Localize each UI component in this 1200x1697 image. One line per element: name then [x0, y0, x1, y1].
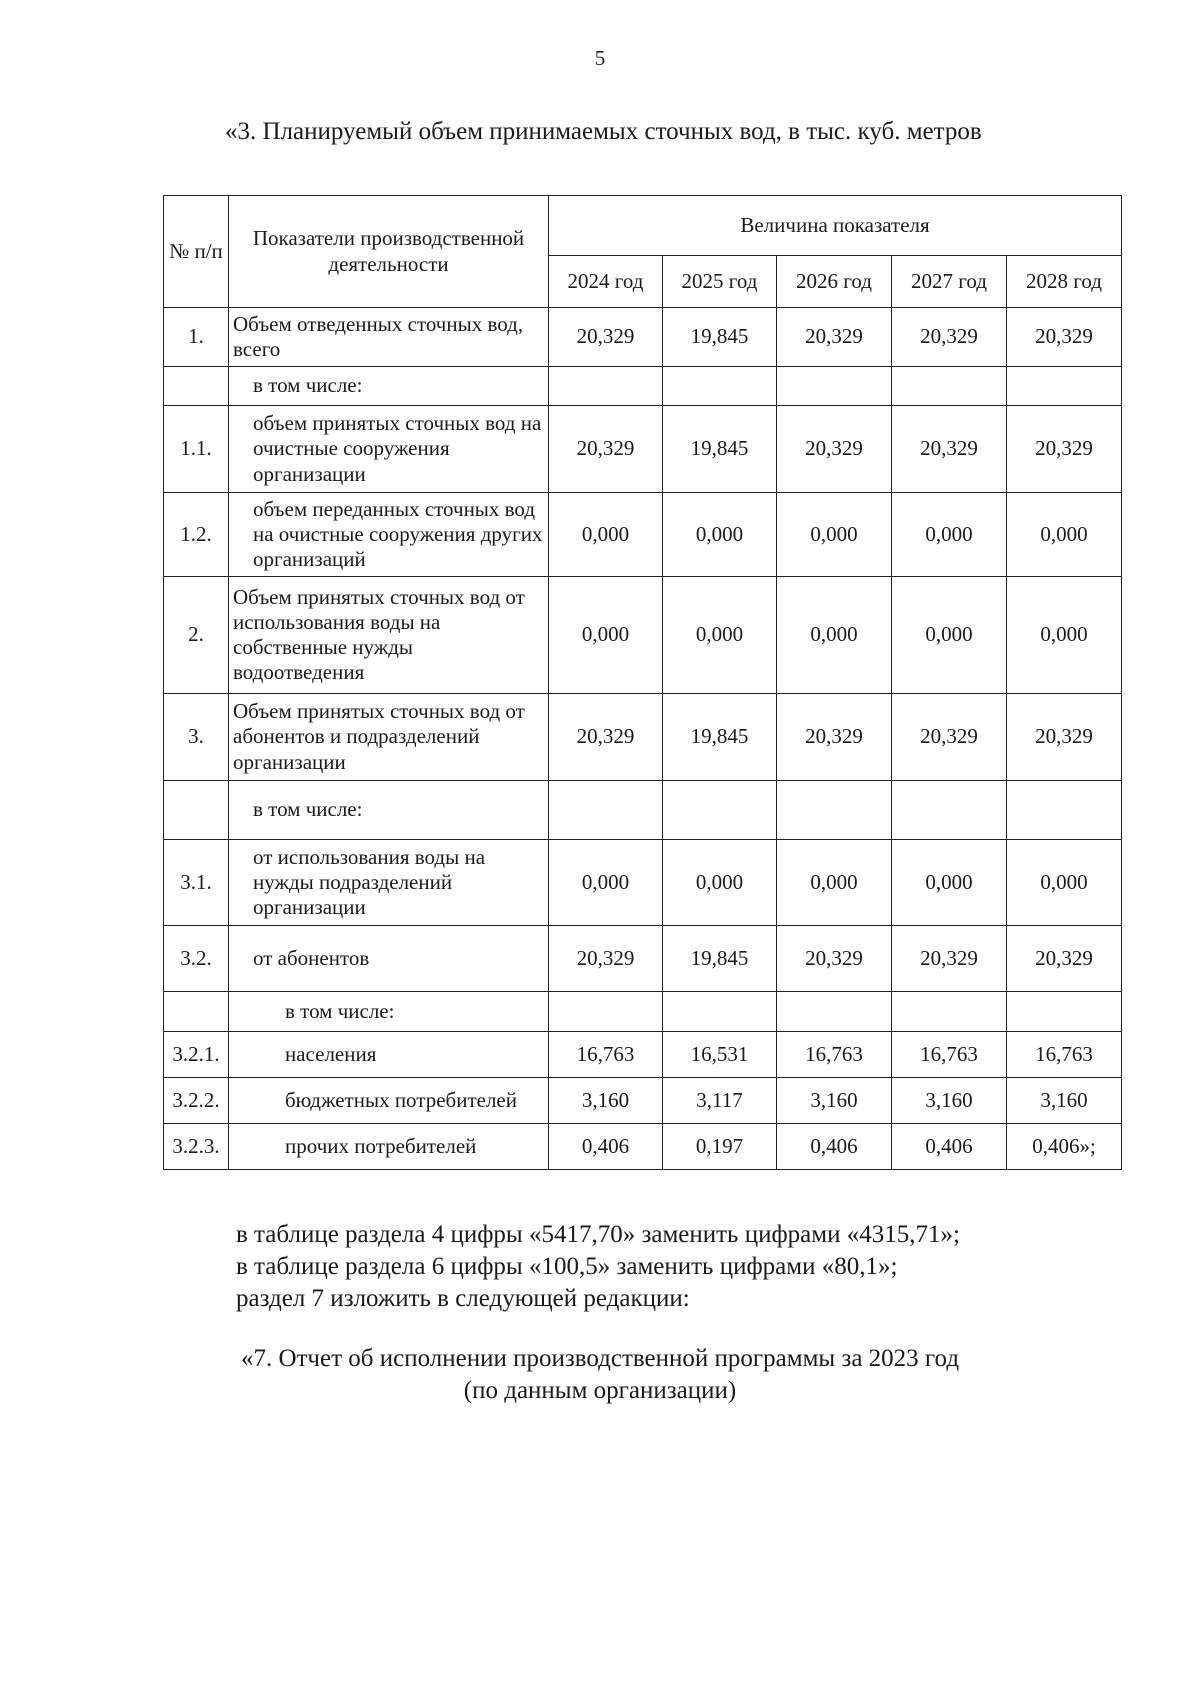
- row-num: [164, 781, 229, 840]
- row-num: 2.: [164, 577, 229, 694]
- row-value: [663, 781, 777, 840]
- header-year: 2025 год: [663, 256, 777, 308]
- row-value: 3,117: [663, 1078, 777, 1124]
- row-num: 1.1.: [164, 406, 229, 493]
- row-value: 0,406»;: [1007, 1124, 1122, 1170]
- row-name: в том числе:: [229, 367, 549, 406]
- row-num: 3.2.3.: [164, 1124, 229, 1170]
- table-row: [164, 367, 1122, 406]
- row-value: 0,406: [892, 1124, 1007, 1170]
- row-num: 1.: [164, 308, 229, 367]
- row-value: 0,000: [549, 840, 663, 926]
- row-value: 20,329: [892, 926, 1007, 992]
- row-value: 20,329: [777, 694, 892, 781]
- row-num: 3.2.1.: [164, 1032, 229, 1078]
- amendment-text: [236, 1219, 960, 1315]
- row-value: [777, 367, 892, 406]
- section-7-title: [0, 1343, 1200, 1407]
- row-value: 0,197: [663, 1124, 777, 1170]
- row-name: от абонентов: [229, 926, 549, 992]
- row-value: 19,845: [663, 406, 777, 493]
- row-value: 20,329: [549, 308, 663, 367]
- row-value: 20,329: [777, 406, 892, 493]
- row-value: 3,160: [777, 1078, 892, 1124]
- row-value: [892, 992, 1007, 1032]
- row-value: 0,000: [892, 493, 1007, 577]
- row-value: 20,329: [1007, 926, 1122, 992]
- row-value: 20,329: [777, 308, 892, 367]
- row-value: [663, 992, 777, 1032]
- row-value: 20,329: [777, 926, 892, 992]
- table-row: [164, 694, 1122, 781]
- row-value: 16,763: [777, 1032, 892, 1078]
- row-value: [549, 367, 663, 406]
- row-value: 0,000: [777, 577, 892, 694]
- row-value: [1007, 781, 1122, 840]
- row-value: 20,329: [1007, 694, 1122, 781]
- row-name: от использования воды на нужды подразделений организации: [229, 840, 549, 926]
- header-num: № п/п: [164, 196, 229, 308]
- row-value: 20,329: [549, 926, 663, 992]
- row-value: 0,000: [777, 493, 892, 577]
- row-name: Объем принятых сточных вод от абонентов и подразделений организации: [229, 694, 549, 781]
- table-row: [164, 577, 1122, 694]
- amendment-line: в таблице раздела 4 цифры «5417,70» заменить цифрами «4315,71»;: [236, 1221, 960, 1248]
- section-3-title: «3. Планируемый объем принимаемых сточных вод, в тыс. куб. метров: [225, 118, 982, 145]
- row-value: 0,406: [777, 1124, 892, 1170]
- row-value: 20,329: [892, 308, 1007, 367]
- row-value: 0,406: [549, 1124, 663, 1170]
- row-value: 16,531: [663, 1032, 777, 1078]
- row-value: 0,000: [549, 493, 663, 577]
- table-row: [164, 1124, 1122, 1170]
- table-row: [164, 1032, 1122, 1078]
- row-num: 3.2.2.: [164, 1078, 229, 1124]
- row-num: 3.1.: [164, 840, 229, 926]
- table-row: [164, 406, 1122, 493]
- row-value: 20,329: [549, 694, 663, 781]
- row-value: 0,000: [663, 493, 777, 577]
- row-num: [164, 992, 229, 1032]
- row-value: 20,329: [892, 406, 1007, 493]
- row-value: [777, 781, 892, 840]
- amendment-line: в таблице раздела 6 цифры «100,5» заменить цифрами «80,1»;: [236, 1253, 898, 1280]
- row-name: прочих потребителей: [229, 1124, 549, 1170]
- row-name: в том числе:: [229, 992, 549, 1032]
- row-num: 3.: [164, 694, 229, 781]
- header-value-group: Величина показателя: [549, 196, 1122, 256]
- row-value: 0,000: [777, 840, 892, 926]
- row-value: 16,763: [549, 1032, 663, 1078]
- header-year: 2027 год: [892, 256, 1007, 308]
- row-value: 0,000: [663, 577, 777, 694]
- row-name: в том числе:: [229, 781, 549, 840]
- header-indicator: Показатели производственной деятельности: [229, 196, 549, 308]
- header-year: 2024 год: [549, 256, 663, 308]
- row-value: 3,160: [549, 1078, 663, 1124]
- row-value: [1007, 992, 1122, 1032]
- row-num: 1.2.: [164, 493, 229, 577]
- table-row: [164, 781, 1122, 840]
- row-value: 0,000: [1007, 577, 1122, 694]
- amendment-line: раздел 7 изложить в следующей редакции:: [236, 1285, 690, 1312]
- row-value: [892, 781, 1007, 840]
- table-row: [164, 1078, 1122, 1124]
- row-value: 20,329: [1007, 308, 1122, 367]
- row-value: 19,845: [663, 308, 777, 367]
- table-row: [164, 840, 1122, 926]
- row-name: бюджетных потребителей: [229, 1078, 549, 1124]
- table-row: [164, 926, 1122, 992]
- row-value: [663, 367, 777, 406]
- row-value: 20,329: [892, 694, 1007, 781]
- row-value: 0,000: [892, 577, 1007, 694]
- row-name: объем переданных сточных вод на очистные сооружения других организаций: [229, 493, 549, 577]
- page-number: 5: [594, 46, 606, 70]
- row-value: 0,000: [663, 840, 777, 926]
- row-value: [549, 781, 663, 840]
- table-row: [164, 992, 1122, 1032]
- row-value: [549, 992, 663, 1032]
- row-name: населения: [229, 1032, 549, 1078]
- section-7-title-line: (по данным организации): [463, 1377, 737, 1404]
- row-value: 20,329: [1007, 406, 1122, 493]
- row-value: 0,000: [1007, 840, 1122, 926]
- row-name: Объем принятых сточных вод от использования воды на собственные нужды водоотведения: [229, 577, 549, 694]
- header-year: 2028 год: [1007, 256, 1122, 308]
- section-7-title-line: «7. Отчет об исполнении производственной программы за 2023 год: [240, 1345, 960, 1372]
- row-name: объем принятых сточных вод на очистные сооружения организации: [229, 406, 549, 493]
- row-value: 3,160: [892, 1078, 1007, 1124]
- row-num: 3.2.: [164, 926, 229, 992]
- table-row: [164, 308, 1122, 367]
- wastewater-volume-table: [163, 195, 1122, 1170]
- row-value: 3,160: [1007, 1078, 1122, 1124]
- table-row: [164, 493, 1122, 577]
- header-year: 2026 год: [777, 256, 892, 308]
- row-value: [1007, 367, 1122, 406]
- row-value: 16,763: [1007, 1032, 1122, 1078]
- row-num: [164, 367, 229, 406]
- row-value: [777, 992, 892, 1032]
- row-value: 19,845: [663, 694, 777, 781]
- row-value: 0,000: [549, 577, 663, 694]
- row-name: Объем отведенных сточных вод, всего: [229, 308, 549, 367]
- row-value: [892, 367, 1007, 406]
- row-value: 0,000: [1007, 493, 1122, 577]
- row-value: 20,329: [549, 406, 663, 493]
- row-value: 19,845: [663, 926, 777, 992]
- row-value: 0,000: [892, 840, 1007, 926]
- row-value: 16,763: [892, 1032, 1007, 1078]
